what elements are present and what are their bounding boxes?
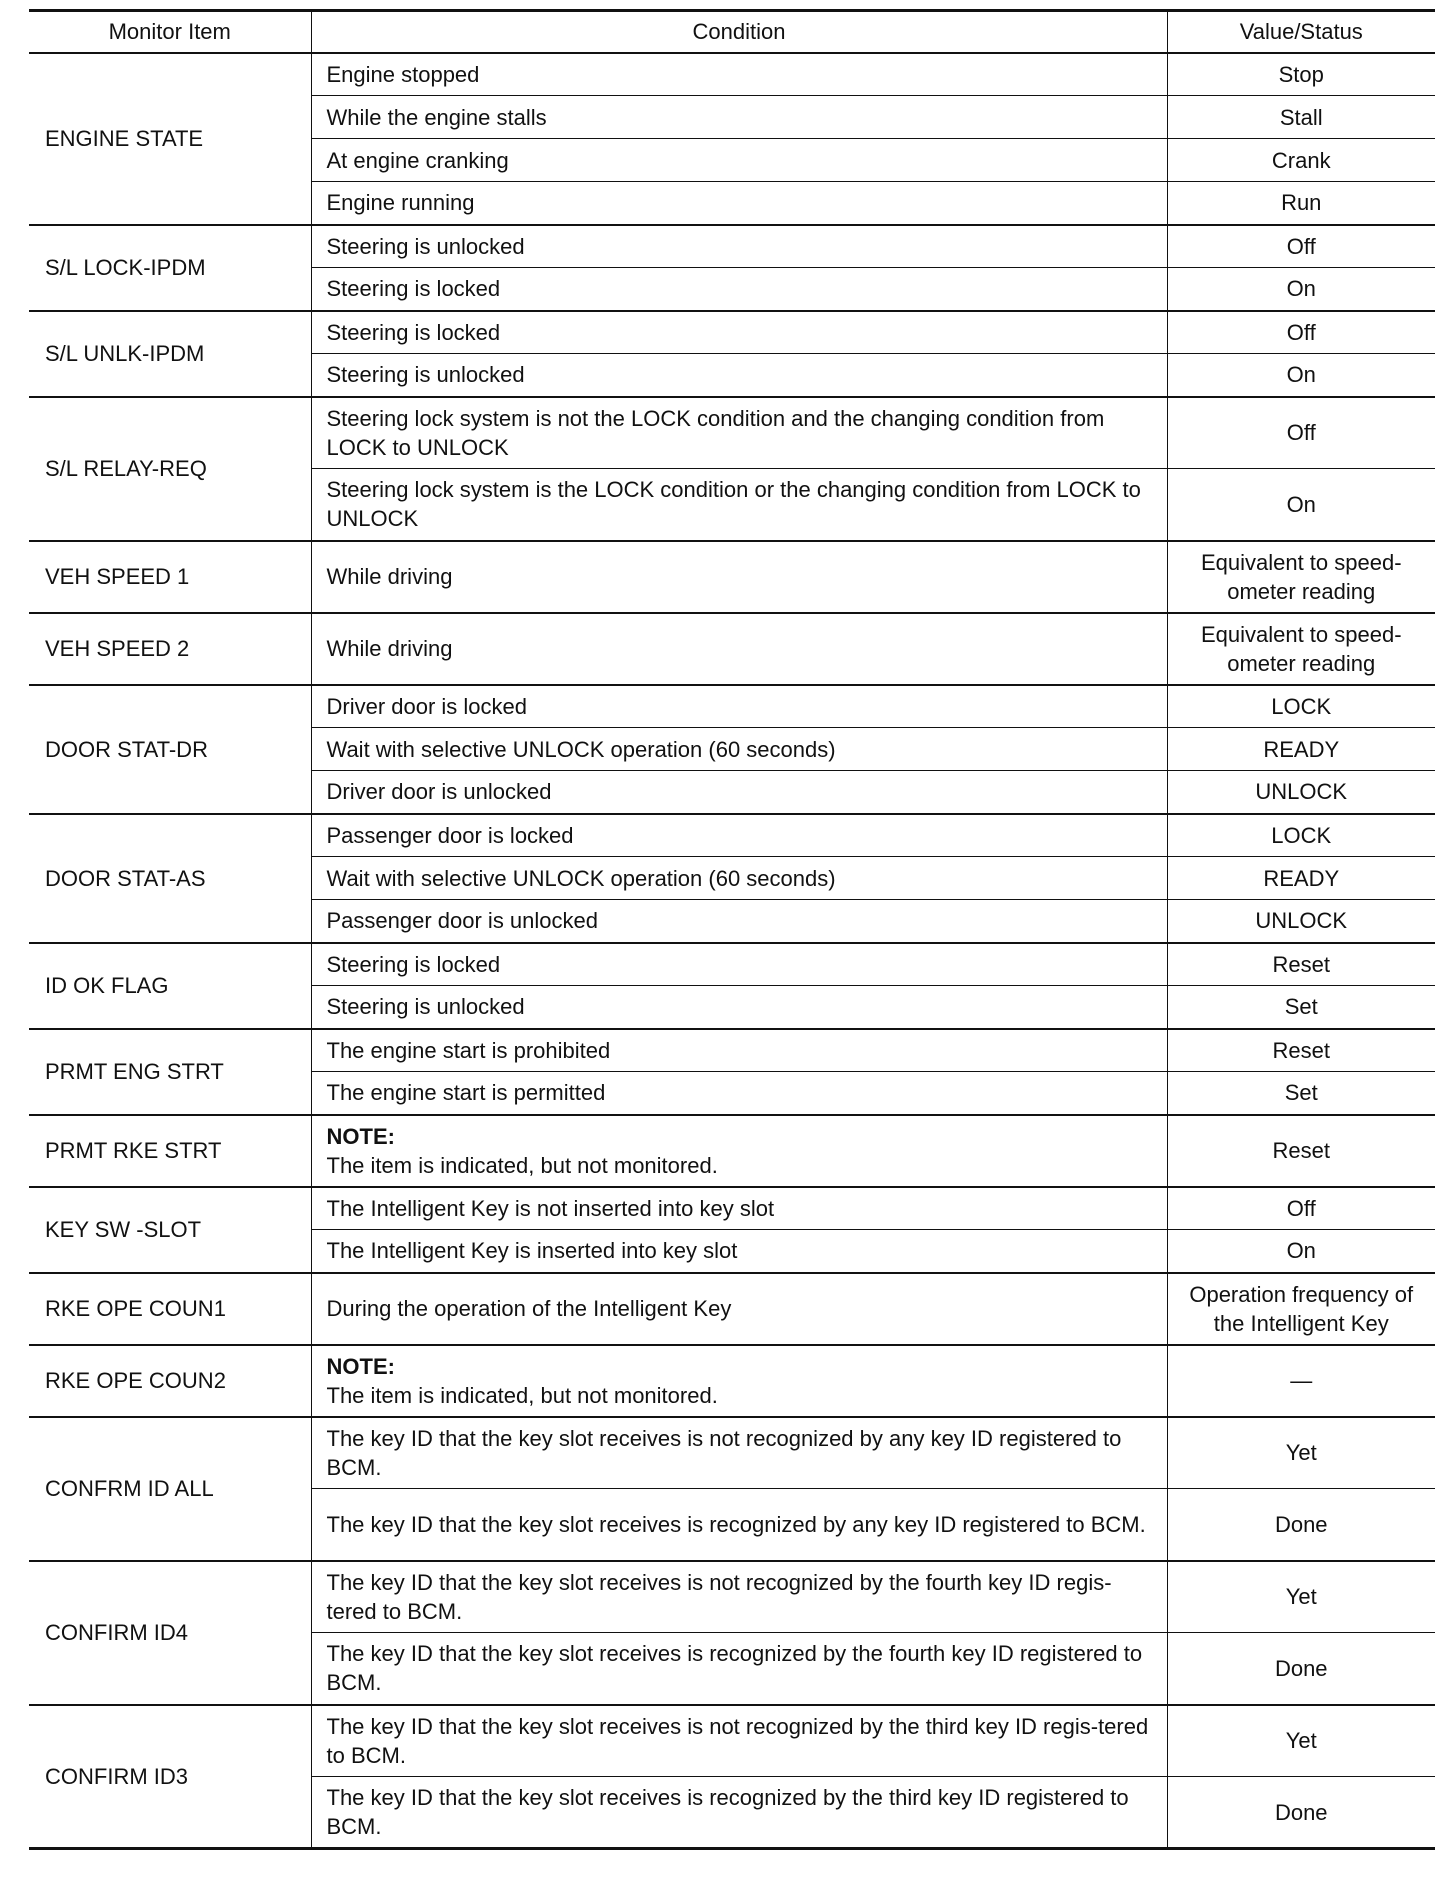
condition-cell: Passenger door is locked [311,814,1167,857]
value-status-cell: Off [1167,397,1435,469]
table-row [29,53,1435,96]
condition-cell [311,1115,1167,1187]
table-row [29,685,1435,728]
value-status-cell: Stop [1167,53,1435,96]
value-status-cell: Equivalent to speed-ometer reading [1167,613,1435,685]
value-status-cell: Reset [1167,1115,1435,1187]
condition-cell: Steering lock system is not the LOCK condition and the changing condition from LOCK to UNLOCK [311,397,1167,469]
value-status-cell: UNLOCK [1167,771,1435,814]
table-row [29,1345,1435,1417]
table-row [29,225,1435,268]
value-status-cell: Yet [1167,1417,1435,1489]
condition-cell: While driving [311,541,1167,613]
table-row [29,1417,1435,1489]
value-status-cell: Done [1167,1489,1435,1561]
header-condition: Condition [311,11,1167,53]
condition-cell [311,1345,1167,1417]
value-status-cell: READY [1167,857,1435,900]
value-status-cell: READY [1167,728,1435,771]
value-status-cell: Set [1167,1072,1435,1115]
table-row [29,1115,1435,1187]
condition-cell: While the engine stalls [311,96,1167,139]
header-value-status: Value/Status [1167,11,1435,53]
condition-cell: Wait with selective UNLOCK operation (60 seconds) [311,728,1167,771]
monitor-item-cell: CONFIRM ID4 [29,1561,311,1705]
monitor-item-table-sheet [29,9,1435,1850]
condition-cell: Steering is locked [311,268,1167,311]
condition-cell: Steering lock system is the LOCK condition or the changing condition from LOCK to UNLOCK [311,469,1167,541]
value-status-cell: Reset [1167,943,1435,986]
condition-cell: Passenger door is unlocked [311,900,1167,943]
value-status-cell: Crank [1167,139,1435,182]
condition-cell: Steering is locked [311,943,1167,986]
note-label: NOTE: [326,1123,395,1149]
condition-cell: At engine cranking [311,139,1167,182]
value-status-cell: On [1167,1230,1435,1273]
condition-cell: The engine start is prohibited [311,1029,1167,1072]
table-row [29,943,1435,986]
condition-cell: The key ID that the key slot receives is not recognized by the third key ID regis-tered to BCM. [311,1705,1167,1777]
table-row [29,311,1435,354]
table-row [29,1273,1435,1345]
monitor-item-cell: VEH SPEED 2 [29,613,311,685]
condition-cell: Engine running [311,182,1167,225]
monitor-item-cell: VEH SPEED 1 [29,541,311,613]
condition-cell: Driver door is unlocked [311,771,1167,814]
condition-cell: Driver door is locked [311,685,1167,728]
table-row [29,1187,1435,1230]
table-row [29,1029,1435,1072]
monitor-item-cell: PRMT ENG STRT [29,1029,311,1115]
note-text: The item is indicated, but not monitored. [326,1152,718,1178]
condition-cell: The key ID that the key slot receives is recognized by any key ID registered to BCM. [311,1489,1167,1561]
monitor-item-cell: DOOR STAT-DR [29,685,311,814]
monitor-item-cell: ENGINE STATE [29,53,311,225]
value-status-cell: Stall [1167,96,1435,139]
header-monitor-item: Monitor Item [29,11,311,53]
condition-cell: Steering is locked [311,311,1167,354]
value-status-cell: LOCK [1167,814,1435,857]
condition-cell: During the operation of the Intelligent Key [311,1273,1167,1345]
value-status-cell: Off [1167,311,1435,354]
value-status-cell: Yet [1167,1561,1435,1633]
value-status-cell: Off [1167,1187,1435,1230]
condition-cell: Wait with selective UNLOCK operation (60 seconds) [311,857,1167,900]
monitor-item-cell: CONFRM ID ALL [29,1417,311,1561]
monitor-item-table [29,9,1435,1850]
condition-cell: The key ID that the key slot receives is not recognized by any key ID registered to BCM. [311,1417,1167,1489]
condition-cell: Steering is unlocked [311,354,1167,397]
value-status-cell: LOCK [1167,685,1435,728]
value-status-cell: Done [1167,1633,1435,1705]
monitor-item-cell: KEY SW -SLOT [29,1187,311,1273]
monitor-item-cell: S/L UNLK-IPDM [29,311,311,397]
condition-cell: The engine start is permitted [311,1072,1167,1115]
monitor-item-cell: CONFIRM ID3 [29,1705,311,1849]
table-body [29,53,1435,1849]
condition-cell: Steering is unlocked [311,986,1167,1029]
value-status-cell: On [1167,268,1435,311]
value-status-cell: UNLOCK [1167,900,1435,943]
monitor-item-cell: DOOR STAT-AS [29,814,311,943]
table-row [29,814,1435,857]
value-status-cell: On [1167,469,1435,541]
condition-cell: The Intelligent Key is inserted into key slot [311,1230,1167,1273]
value-status-cell: Reset [1167,1029,1435,1072]
value-status-cell: Run [1167,182,1435,225]
value-status-cell: On [1167,354,1435,397]
condition-cell: Engine stopped [311,53,1167,96]
value-status-cell: Operation frequency of the Intelligent Key [1167,1273,1435,1345]
table-row [29,1561,1435,1633]
monitor-item-cell: S/L LOCK-IPDM [29,225,311,311]
condition-cell: The key ID that the key slot receives is not recognized by the fourth key ID regis-tered to BCM. [311,1561,1167,1633]
monitor-item-cell: RKE OPE COUN1 [29,1273,311,1345]
condition-cell: Steering is unlocked [311,225,1167,268]
table-row [29,1705,1435,1777]
condition-cell: The key ID that the key slot receives is recognized by the third key ID registered to BCM. [311,1777,1167,1849]
value-status-cell: Done [1167,1777,1435,1849]
value-status-cell: — [1167,1345,1435,1417]
condition-cell: The Intelligent Key is not inserted into key slot [311,1187,1167,1230]
value-status-cell: Off [1167,225,1435,268]
value-status-cell: Set [1167,986,1435,1029]
table-header [29,11,1435,53]
note-label: NOTE: [326,1353,395,1379]
value-status-cell: Yet [1167,1705,1435,1777]
monitor-item-cell: RKE OPE COUN2 [29,1345,311,1417]
table-row [29,613,1435,685]
monitor-item-cell: ID OK FLAG [29,943,311,1029]
table-row [29,397,1435,469]
note-text: The item is indicated, but not monitored. [326,1382,718,1408]
header-row [29,11,1435,53]
condition-cell: The key ID that the key slot receives is recognized by the fourth key ID registered to BCM. [311,1633,1167,1705]
monitor-item-cell: S/L RELAY-REQ [29,397,311,541]
monitor-item-cell: PRMT RKE STRT [29,1115,311,1187]
value-status-cell: Equivalent to speed-ometer reading [1167,541,1435,613]
condition-cell: While driving [311,613,1167,685]
table-row [29,541,1435,613]
